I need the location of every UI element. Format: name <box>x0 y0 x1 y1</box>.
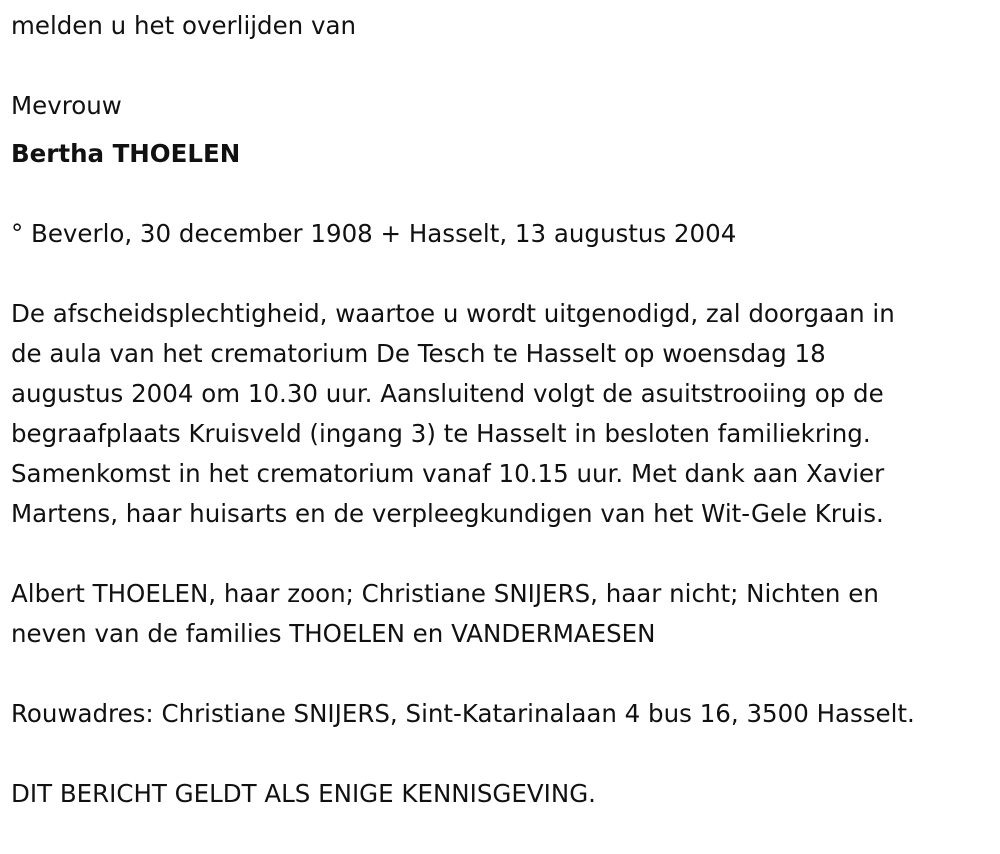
salutation: Mevrouw <box>11 91 122 120</box>
ceremony-line: De afscheidsplechtigheid, waartoe u wordt uitgenodigd, zal doorgaan in <box>11 299 895 328</box>
ceremony-line: begraafplaats Kruisveld (ingang 3) te Hasselt in besloten familiekring. <box>11 419 871 448</box>
family-line: Albert THOELEN, haar zoon; Christiane SNIJERS, haar nicht; Nichten en <box>11 579 879 608</box>
closing-statement: DIT BERICHT GELDT ALS ENIGE KENNISGEVING. <box>11 779 596 808</box>
birth-death-dates: ° Beverlo, 30 december 1908 + Hasselt, 13 augustus 2004 <box>11 219 737 248</box>
ceremony-line: Samenkomst in het crematorium vanaf 10.15 uur. Met dank aan Xavier <box>11 459 885 488</box>
ceremony-line: de aula van het crematorium De Tesch te Hasselt op woensdag 18 <box>11 339 826 368</box>
ceremony-line: augustus 2004 om 10.30 uur. Aansluitend volgt de asuitstrooiing op de <box>11 379 884 408</box>
deceased-name: Bertha THOELEN <box>11 139 241 168</box>
death-notice <box>11 6 986 854</box>
mourning-address: Rouwadres: Christiane SNIJERS, Sint-Katarinalaan 4 bus 16, 3500 Hasselt. <box>11 699 915 728</box>
family-paragraph <box>11 574 986 654</box>
ceremony-line: Martens, haar huisarts en de verpleegkundigen van het Wit-Gele Kruis. <box>11 499 884 528</box>
intro-text: melden u het overlijden van <box>11 11 357 40</box>
family-line: neven van de families THOELEN en VANDERMAESEN <box>11 619 656 648</box>
ceremony-paragraph <box>11 294 986 534</box>
